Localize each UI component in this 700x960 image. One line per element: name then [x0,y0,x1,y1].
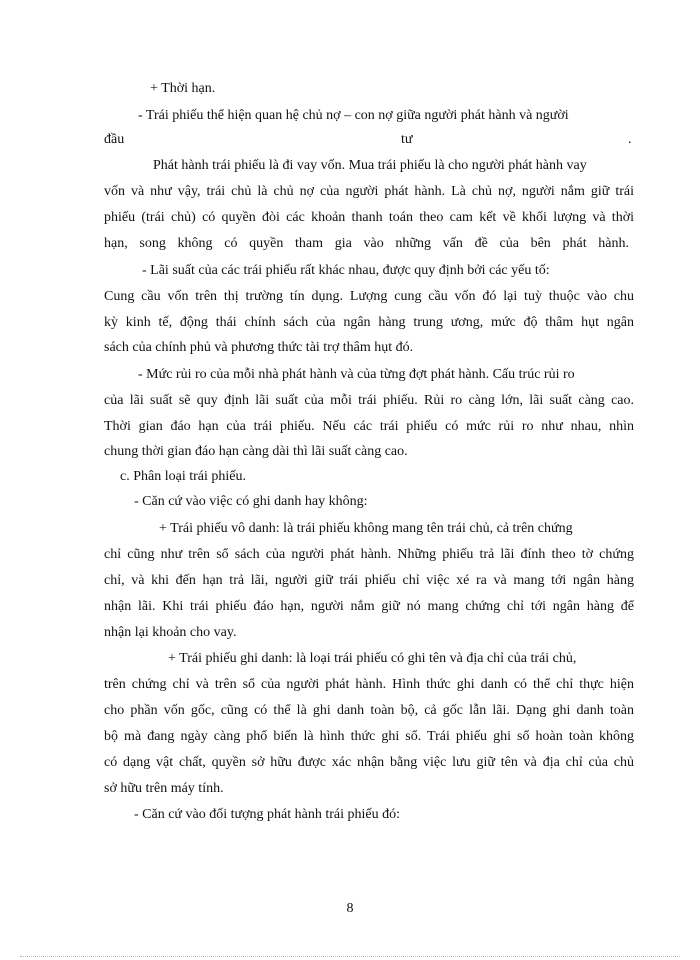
text-line: nhận lại khoản cho vay. [104,625,237,640]
text-line: của lãi suất sẽ quy định lãi suất của mỗi trái phiếu. Rủi ro càng lớn, lãi suất càng cao. [104,393,634,408]
text-line: sách của chính phủ và phương thức tài trợ thâm hụt đó. [104,340,414,355]
text-line: bộ mà đang ngày càng phổ biến là hình thức ghi sổ. Trái phiếu ghi sổ hoàn toàn không [104,729,634,744]
text-line: Phát hành trái phiếu là đi vay vốn. Mua trái phiếu là cho người phát hành vay [153,158,587,173]
text-line: - Trái phiếu thể hiện quan hệ chủ nợ – con nợ giữa người phát hành và người [138,108,569,123]
text-line: trên chứng chỉ và trên sổ của người phát hành. Hình thức ghi danh có thể chỉ thực hiện [104,677,634,692]
text-line: + Trái phiếu ghi danh: là loại trái phiếu có ghi tên và địa chỉ của trái chủ, [168,651,577,666]
section-heading: c. Phân loại trái phiếu. [120,469,246,484]
text-line: nhận lãi. Khi trái phiếu đáo hạn, người nắm giữ nó mang chứng chỉ tới ngân hàng để [104,599,634,614]
page-number: 8 [346,901,354,916]
text-line: chỉ cũng như trên sổ sách của người phát hành. Những phiếu trả lãi đính theo tờ chứng [104,547,634,562]
text-line: Cung cầu vốn trên thị trường tín dụng. Lượng cung cầu vốn đó lại tuỳ thuộc vào chu [104,289,634,304]
text-line: . [628,132,632,147]
text-line: - Mức rủi ro của mỗi nhà phát hành và của từng đợt phát hành. Cấu trúc rủi ro [138,367,575,382]
text-line: phiếu (trái chủ) có quyền đòi các khoản thanh toán theo cam kết về khối lượng và thời [104,210,634,225]
text-line: kỳ kinh tế, động thái chính sách của ngân hàng trung ương, mức độ thâm hụt ngân [104,315,634,330]
text-line: chung thời gian đáo hạn càng dài thì lãi suất càng cao. [104,444,408,459]
text-line: có dạng vật chất, quyền sở hữu được xác nhận bằng việc lưu giữ tên và địa chỉ của chủ [104,755,634,770]
text-line: - Căn cứ vào đối tượng phát hành trái phiếu đó: [134,807,400,822]
text-line: sở hữu trên máy tính. [104,781,224,796]
text-line: chỉ, và khi đến hạn trả lãi, người giữ trái phiếu chỉ việc xé ra và mang tới ngân hàng [104,573,634,588]
text-line: - Lãi suất của các trái phiếu rất khác nhau, được quy định bởi các yếu tố: [142,263,550,278]
text-line: tư [401,132,413,147]
text-line: hạn, song không có quyền tham gia vào những vấn đề của bên phát hành. [104,236,629,251]
text-line: cho phần vốn gốc, cũng có thể là ghi danh toàn bộ, cả gốc lẫn lãi. Dạng ghi danh toàn [104,703,634,718]
text-line: + Trái phiếu vô danh: là trái phiếu không mang tên trái chủ, cả trên chứng [159,521,573,536]
text-line: Thời gian đáo hạn của trái phiếu. Nếu các trái phiếu có mức rủi ro như nhau, nhìn [104,419,634,434]
text-line: - Căn cứ vào việc có ghi danh hay không: [134,494,368,509]
text-line: đầu [104,132,125,147]
text-line: + Thời hạn. [150,81,216,96]
page-bottom-divider [20,956,680,957]
text-line: vốn và như vậy, trái chủ là chủ nợ của người phát hành. Là chủ nợ, người nắm giữ trái [104,184,634,199]
